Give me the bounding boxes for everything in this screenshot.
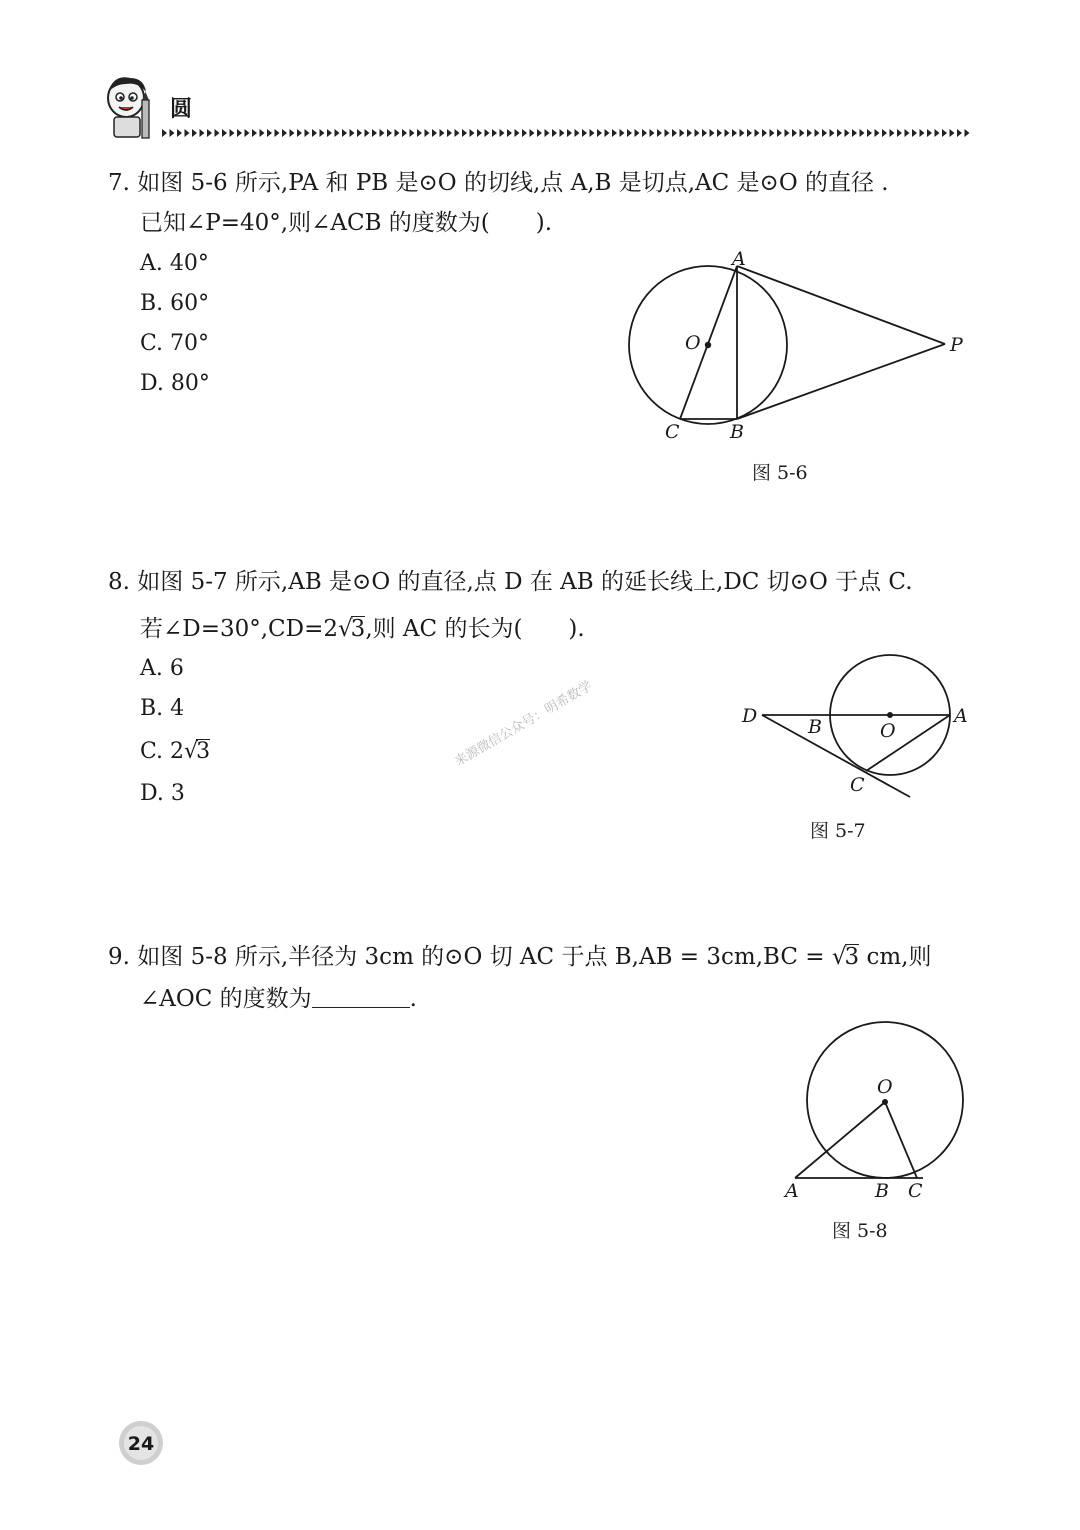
divider-arrow: [702, 129, 707, 137]
divider-arrow: [162, 129, 167, 137]
divider-arrow: [687, 129, 692, 137]
divider-arrow: [470, 129, 475, 137]
q8-line2-prefix: 若∠D=30°,CD=2: [140, 616, 339, 642]
q9-line2-suffix: .: [409, 986, 417, 1012]
q8-option-c[interactable]: C. 2√3: [140, 739, 211, 764]
divider-arrow: [365, 129, 370, 137]
divider-arrow: [665, 129, 670, 137]
divider-arrow: [957, 129, 962, 137]
q8-option-a[interactable]: A. 6: [140, 656, 184, 681]
q8-stem-line1: 如图 5-7 所示,AB 是⊙O 的直径,点 D 在 AB 的延长线上,DC 切⊙O 于点 C.: [137, 569, 913, 595]
q7-number: 7.: [108, 170, 130, 196]
divider-arrow: [380, 129, 385, 137]
divider-arrow: [642, 129, 647, 137]
divider-arrow: [207, 129, 212, 137]
divider-arrow: [695, 129, 700, 137]
figure-5-8: [775, 1015, 975, 1205]
divider-arrow: [837, 129, 842, 137]
figure-5-7: [730, 645, 980, 805]
mascot-icon: [100, 70, 162, 142]
divider-arrow: [657, 129, 662, 137]
divider-arrow: [635, 129, 640, 137]
divider-arrow: [185, 129, 190, 137]
divider-arrow: [230, 129, 235, 137]
q7-option-d[interactable]: D. 80°: [140, 371, 210, 396]
figure-5-6: [610, 245, 980, 450]
q8-option-c-sqrt: 3: [196, 739, 211, 764]
segment-oc: [885, 1102, 917, 1178]
q9-number: 9.: [108, 944, 130, 970]
divider-arrow: [282, 129, 287, 137]
divider-arrow: [170, 129, 175, 137]
divider-arrow: [477, 129, 482, 137]
divider-arrow: [507, 129, 512, 137]
divider-arrow: [297, 129, 302, 137]
q8-stem-line2: 若∠D=30°,CD=2√3,则 AC 的长为( ).: [140, 616, 585, 642]
divider-arrow: [192, 129, 197, 137]
q7-option-c[interactable]: C. 70°: [140, 331, 210, 356]
divider-arrow: [762, 129, 767, 137]
divider-arrow: [605, 129, 610, 137]
divider-arrow: [320, 129, 325, 137]
q9-line1-suffix: cm,则: [859, 944, 932, 970]
divider-arrow: [552, 129, 557, 137]
divider-arrow: [545, 129, 550, 137]
divider-arrow: [342, 129, 347, 137]
q8-text-line1: [108, 567, 913, 597]
divider-arrow: [777, 129, 782, 137]
label-a: A: [732, 248, 746, 270]
divider-arrow: [447, 129, 452, 137]
divider-arrow: [845, 129, 850, 137]
divider-arrow: [905, 129, 910, 137]
divider-arrow: [650, 129, 655, 137]
divider-arrow: [237, 129, 242, 137]
center-point-o: [887, 712, 893, 718]
q9-line1-sqrt: 3: [844, 944, 860, 970]
divider-arrow: [792, 129, 797, 137]
figure-5-8-caption: 图 5-8: [832, 1220, 888, 1242]
divider-arrow: [500, 129, 505, 137]
divider-arrow: [260, 129, 265, 137]
q8-option-b[interactable]: B. 4: [140, 696, 185, 721]
label-b: B: [875, 1180, 889, 1202]
label-o: O: [877, 1076, 893, 1098]
q7-stem-line1: 如图 5-6 所示,PA 和 PB 是⊙O 的切线,点 A,B 是切点,AC 是⊙O 的直径 .: [137, 170, 889, 196]
q8-line2-suffix: ,则 AC 的长为( ).: [365, 616, 585, 642]
divider-arrow: [860, 129, 865, 137]
divider-arrow: [822, 129, 827, 137]
label-b: B: [808, 716, 822, 738]
divider-arrow: [950, 129, 955, 137]
divider-arrow: [222, 129, 227, 137]
divider-arrow: [560, 129, 565, 137]
divider-arrow: [327, 129, 332, 137]
q9-line1-prefix: 如图 5-8 所示,半径为 3cm 的⊙O 切 AC 于点 B,AB = 3cm,BC =: [137, 944, 832, 970]
q7-option-a[interactable]: A. 40°: [140, 251, 209, 276]
divider-arrow: [462, 129, 467, 137]
divider-arrow: [935, 129, 940, 137]
divider-arrow: [830, 129, 835, 137]
q8-number: 8.: [108, 569, 130, 595]
divider-arrow: [305, 129, 310, 137]
divider-arrow: [755, 129, 760, 137]
q9-stem-line2: [140, 984, 417, 1014]
q8-option-d[interactable]: D. 3: [140, 781, 185, 806]
divider-arrow: [785, 129, 790, 137]
divider-arrow: [290, 129, 295, 137]
divider-arrow: [627, 129, 632, 137]
divider-arrow: [672, 129, 677, 137]
divider-arrow: [440, 129, 445, 137]
divider-arrow: [770, 129, 775, 137]
divider-arrow: [747, 129, 752, 137]
divider-arrow: [882, 129, 887, 137]
chapter-title: 圆: [170, 97, 193, 122]
divider-arrow: [897, 129, 902, 137]
label-a: A: [785, 1180, 799, 1202]
divider-arrow: [807, 129, 812, 137]
divider-arrow: [875, 129, 880, 137]
divider-arrow: [732, 129, 737, 137]
page-number: 24: [127, 1433, 155, 1455]
divider-arrow: [567, 129, 572, 137]
q9-text-line1: 9. 如图 5-8 所示,半径为 3cm 的⊙O 切 AC 于点 B,AB = 3cm,BC = √3 cm,则: [108, 944, 932, 970]
divider-arrow: [725, 129, 730, 137]
q8-line2-sqrt: 3: [350, 616, 366, 642]
divider-arrow: [335, 129, 340, 137]
divider-arrow: [522, 129, 527, 137]
divider-arrow: [312, 129, 317, 137]
divider-arrow: [582, 129, 587, 137]
divider-arrow: [740, 129, 745, 137]
center-point-o: [882, 1099, 888, 1105]
divider-arrow: [372, 129, 377, 137]
divider-arrow: [410, 129, 415, 137]
divider-arrow: [710, 129, 715, 137]
divider-arrow: [417, 129, 422, 137]
label-o: O: [685, 332, 701, 354]
divider-arrow: [927, 129, 932, 137]
label-p: P: [950, 334, 963, 356]
segment-ac: [866, 715, 950, 771]
answer-blank[interactable]: [312, 985, 410, 1008]
q7-text-line1: [108, 168, 889, 198]
divider-arrow: [402, 129, 407, 137]
divider-arrow: [177, 129, 182, 137]
center-point-o: [705, 342, 711, 348]
watermark-text: 来源微信公众号：明希数学: [452, 678, 595, 770]
divider-arrow: [252, 129, 257, 137]
header-arrow-divider: [160, 127, 970, 139]
q9-line2-prefix: ∠AOC 的度数为: [140, 986, 312, 1012]
divider-arrow: [597, 129, 602, 137]
divider-arrow: [275, 129, 280, 137]
divider-arrow: [852, 129, 857, 137]
label-c: C: [908, 1180, 923, 1202]
divider-arrow: [395, 129, 400, 137]
divider-arrow: [515, 129, 520, 137]
divider-arrow: [357, 129, 362, 137]
divider-arrow: [920, 129, 925, 137]
figure-5-7-caption: 图 5-7: [810, 820, 866, 842]
divider-arrow: [912, 129, 917, 137]
label-o: O: [880, 720, 896, 742]
divider-arrow: [620, 129, 625, 137]
divider-arrow: [215, 129, 220, 137]
divider-arrow: [800, 129, 805, 137]
divider-arrow: [717, 129, 722, 137]
divider-arrow: [890, 129, 895, 137]
divider-arrow: [867, 129, 872, 137]
label-a: A: [954, 705, 968, 727]
divider-arrow: [455, 129, 460, 137]
divider-arrow: [492, 129, 497, 137]
q8-option-c-prefix: C. 2: [140, 739, 185, 764]
q7-option-b[interactable]: B. 60°: [140, 291, 210, 316]
divider-arrow: [575, 129, 580, 137]
divider-arrow: [425, 129, 430, 137]
tangent-pb: [737, 344, 945, 419]
divider-arrow: [200, 129, 205, 137]
divider-arrow: [387, 129, 392, 137]
tangent-pa: [737, 266, 945, 344]
label-b: B: [730, 421, 744, 443]
divider-arrow: [530, 129, 535, 137]
divider-arrow: [350, 129, 355, 137]
divider-arrow: [537, 129, 542, 137]
label-d: D: [742, 705, 758, 727]
label-c: C: [665, 421, 680, 443]
figure-5-6-caption: 图 5-6: [752, 462, 808, 484]
divider-arrow: [965, 129, 970, 137]
divider-arrow: [245, 129, 250, 137]
divider-arrow: [680, 129, 685, 137]
divider-arrow: [942, 129, 947, 137]
divider-arrow: [590, 129, 595, 137]
q7-stem-line2: 已知∠P=40°,则∠ACB 的度数为( ).: [140, 210, 553, 236]
divider-arrow: [485, 129, 490, 137]
label-c: C: [850, 774, 865, 796]
divider-arrow: [815, 129, 820, 137]
page-number-badge: [116, 1418, 166, 1468]
divider-arrow: [612, 129, 617, 137]
divider-arrow: [432, 129, 437, 137]
divider-arrow: [267, 129, 272, 137]
